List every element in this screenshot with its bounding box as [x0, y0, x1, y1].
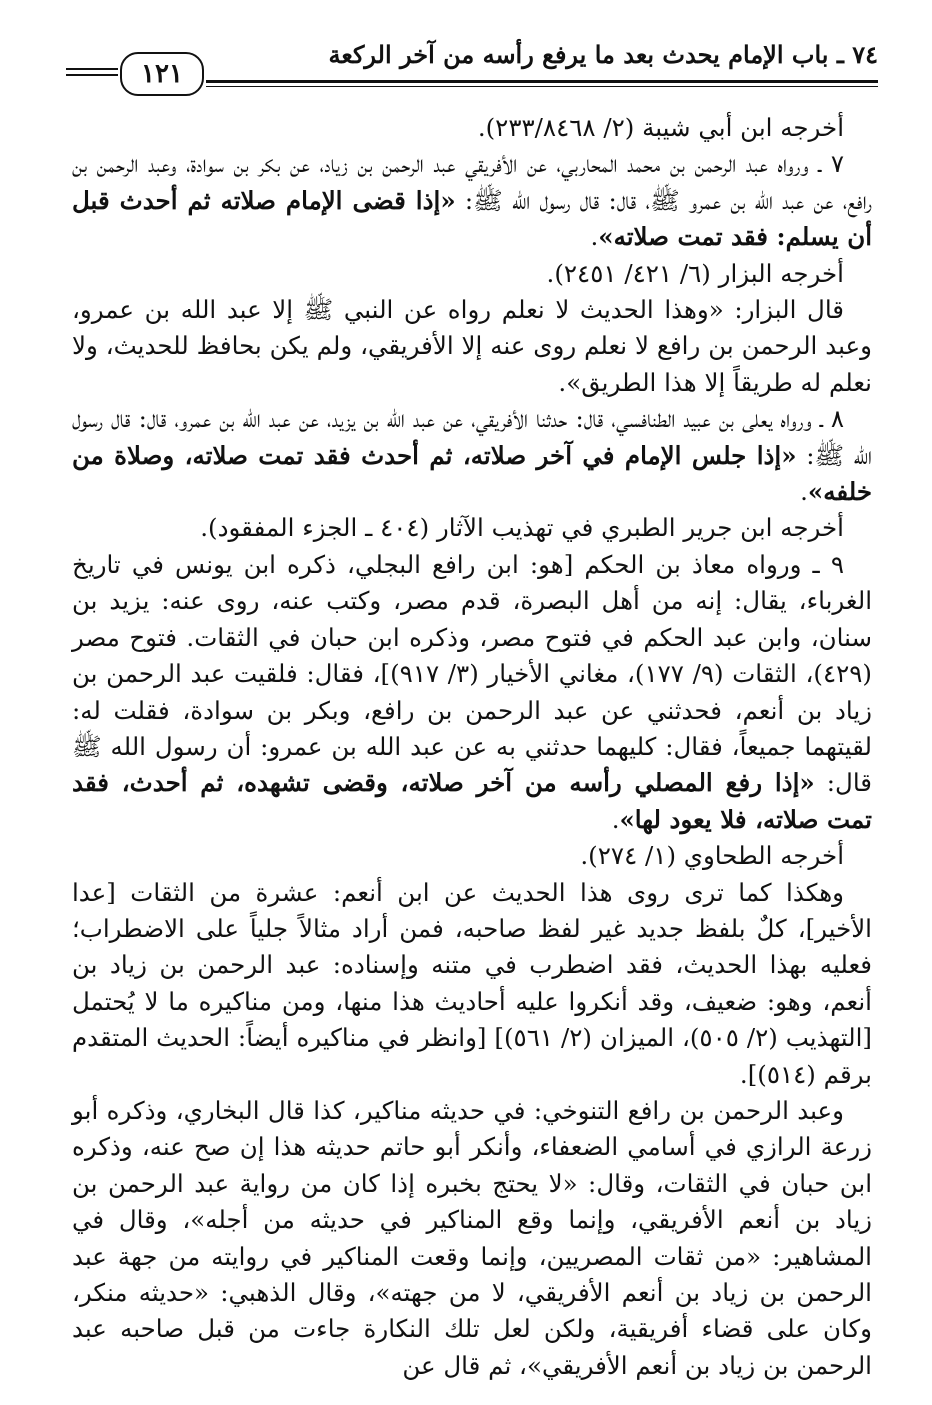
paragraph-text: أخرجه ابن جرير الطبري في تهذيب الآثار (٤٠٤ ـ الجزء المفقود).	[200, 513, 844, 543]
paragraph-text: أخرجه الطحاوي (١/ ٢٧٤).	[580, 841, 844, 871]
paragraph-text: قال البزار: «وهذا الحديث لا نعلم رواه عن النبي ﷺ إلا عبد الله بن عمرو، وعبد الرحمن بن رافع لا نعلم روى عنه إلا الأفريقي، ولم يكن بحافظ للحديث، ولا نعلم له طريقاً إلا هذا الطريق».	[72, 295, 872, 397]
header-rule	[206, 80, 878, 87]
paragraph-text: .	[590, 222, 599, 252]
paragraph	[72, 838, 872, 874]
running-title: ٧٤ ـ باب الإمام يحدث بعد ما يرفع رأسه من آخر الركعة	[328, 40, 878, 69]
body-text	[72, 110, 872, 1384]
paragraph-text: .	[800, 477, 808, 507]
hadith-text: «إذا قضى الإمام صلاته ثم أحدث قبل أن يسلم: فقد تمت صلاته»	[72, 185, 872, 252]
paragraph-text: وهكذا كما ترى روى هذا الحديث عن ابن أنعم: عشرة من الثقات [عدا الأخير]، كلٌ بلفظ جديد غير لفظ صاحبه، فمن أراد مثالاً جلياً على الاضطراب؛ فعليه بهذا الحديث، فقد اضطرب في متنه وإسناده: عبد الرحمن بن زياد بن أنعم، وهو: ضعيف، وقد أنكروا عليه أحاديث هذا منها، ومن مناكيره ما لا يُحتمل [التهذيب (٢/ ٥٠٥)، الميزان (٢/ ٥٦١)] [وانظر في مناكيره أيضاً: الحديث المتقدم برقم (٥١٤)].	[72, 877, 872, 1089]
page-number: ١٢١	[120, 52, 204, 96]
paragraph	[72, 401, 872, 510]
paragraph-text: أخرجه ابن أبي شيبة (٢/ ٢٣٣/٨٤٦٨).	[477, 113, 844, 142]
paragraph-text: .	[611, 804, 620, 834]
paragraph-text: ٩ ـ ورواه معاذ بن الحكم [هو: ابن رافع البجلي، ذكره ابن يونس في تاريخ الغرباء، يقال: إنه من أهل البصرة، قدم مصر، وكتب عنه، روى عنه: يزيد بن سنان، وابن عبد الحكم في فتوح مصر، وذكره ابن حبان في الثقات. فتوح مصر (٤٢٩)، الثقات (٩/ ١٧٧)، مغاني الأخيار (٣/ ٩١٧)]، فقال: فلقيت عبد الرحمن بن زياد بن أنعم، فحدثني عن عبد الرحمن بن رافع، وبكر بن سوادة، فقلت له: لقيتهما جميعاً، فقال: كليهما حدثني به عن عبد الله بن عمرو: أن رسول الله ﷺ قال:	[72, 549, 872, 798]
paragraph	[72, 547, 872, 838]
paragraph	[72, 875, 872, 1093]
hadith-text: «إذا رفع المصلي رأسه من آخر صلاته، وقضى تشهده، ثم أحدث، فقد تمت صلاته، فلا يعود لها»	[72, 768, 872, 834]
ornament-line	[66, 68, 118, 76]
paragraph	[72, 510, 872, 546]
paragraph	[72, 256, 872, 292]
paragraph	[72, 110, 872, 146]
paragraph-text: أخرجه البزار (٦/ ٤٢١/ ٢٤٥١).	[546, 258, 844, 288]
paragraph	[72, 292, 872, 401]
paragraph	[72, 1093, 872, 1384]
paragraph-text: ٧ ـ ورواه عبد الرحمن بن محمد المحاربي، عن الأفريقي عبد الرحمن بن زياد، عن بكر بن سوادة، وعبد الرحمن بن رافع، عن عبد الله بن عمرو ﷺ، قال: قال رسول الله ﷺ:	[72, 149, 872, 215]
paragraph-text: وعبد الرحمن بن رافع التنوخي: في حديثه مناكير، كذا قال البخاري، وذكره أبو زرعة الرازي في أسامي الضعفاء، وأنكر أبو حاتم حديثه هذا إن صح عنه، وذكره ابن حبان في الثقات، وقال: «لا يحتج بخبره إذا كان من رواية عبد الرحمن بن زياد بن أنعم الأفريقي، وإنما وقع المناكير في حديثه من أجله»، وقال في المشاهير: «من ثقات المصريين، وإنما وقعت المناكير في روايته من جهة عبد الرحمن بن زياد بن أنعم الأفريقي، لا من جهته»، وقال الذهبي: «حديثه منكر، وكان على قضاء أفريقية، ولكن لعل تلك النكارة جاءت من قبل صاحبه عبد الرحمن بن زياد بن أنعم الأفريقي»، ثم قال عن	[72, 1095, 872, 1380]
hadith-text: «إذا جلس الإمام في آخر صلاته، ثم أحدث فقد تمت صلاته، وصلاة من خلفه»	[72, 440, 872, 507]
running-header	[66, 34, 878, 94]
paragraph	[72, 146, 872, 255]
paragraph-text: ٨ ـ ورواه يعلى بن عبيد الطنافسي، قال: حدثنا الأفريقي، عن عبد الله بن يزيد، عن عبد الله بن عمرو، قال: قال رسول الله ﷺ:	[72, 404, 872, 470]
